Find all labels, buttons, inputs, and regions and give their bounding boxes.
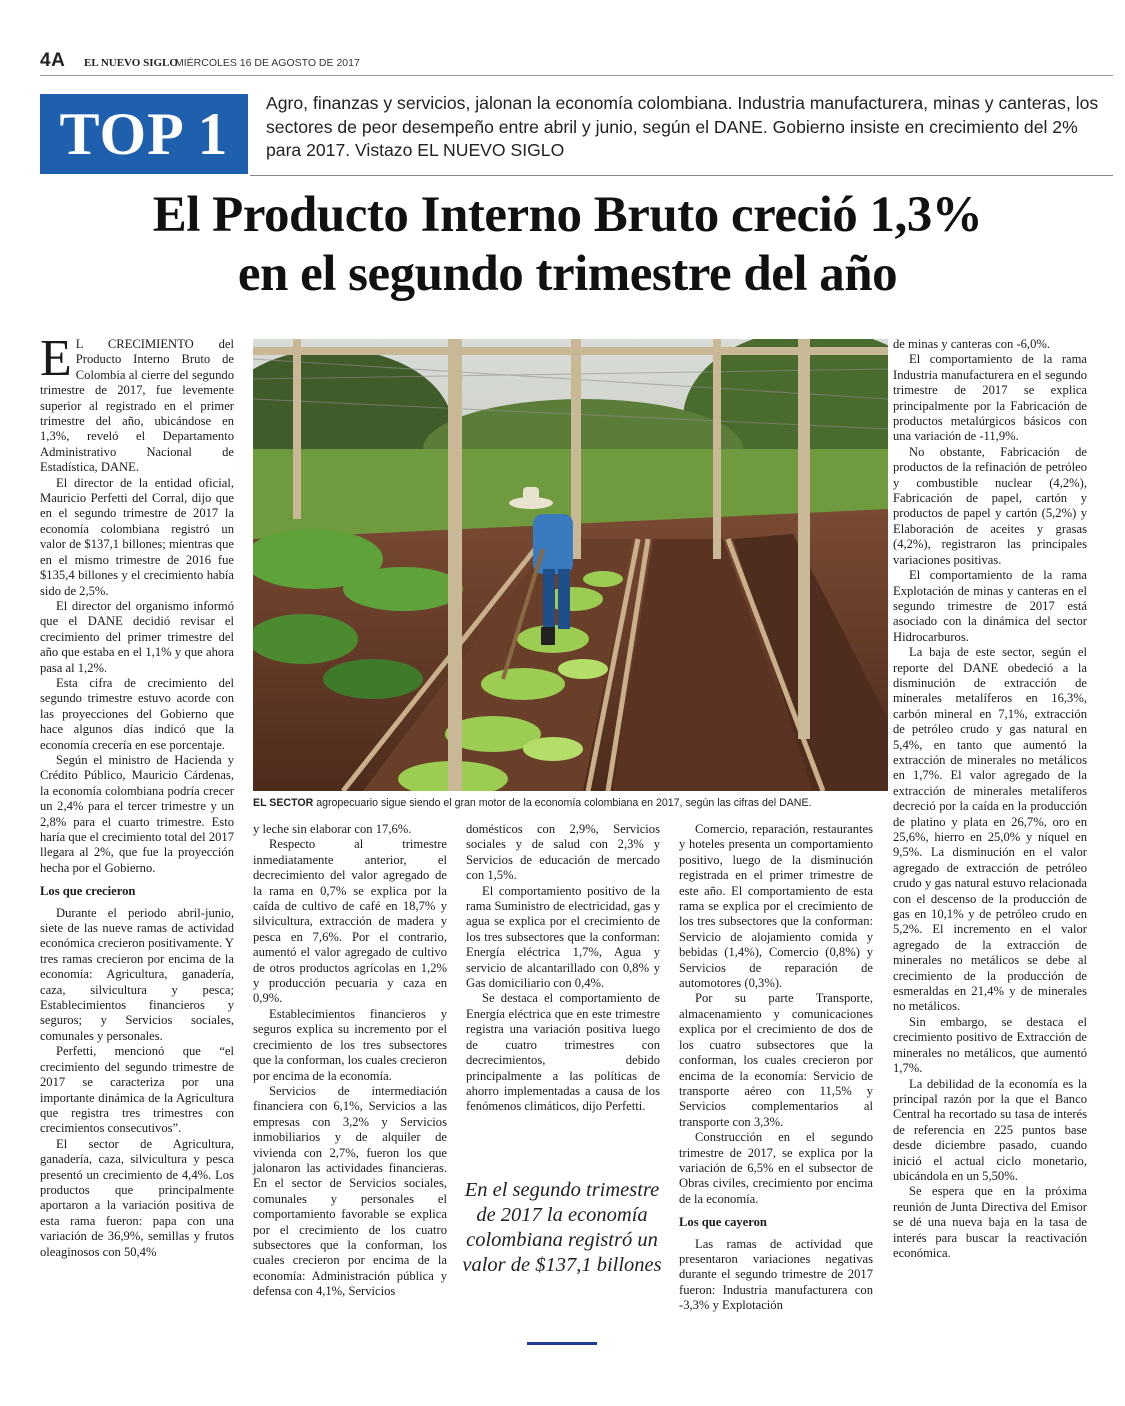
paragraph: Por su parte Transporte, almacenamiento y comunicaciones explica por el crecimiento de dos de los cuatro subsectores que la conforman, los cuales crecieron por encima de la economía: Servicio de transporte aéreo con 11,5% y Servicios complementarios al transporte con 3,3%.: [679, 991, 873, 1129]
subhead-cayeron: Los que cayeron: [679, 1215, 767, 1230]
paragraph: Respecto al trimestre inmediatamente anterior, el decrecimiento del valor agregado de la rama en 0,7% se explica por la caída de cultivo de café en 18,7% y silvicultura, extracción de madera y pesca en 7,6%. Por el contrario, aumentó el valor agregado de cultivo de otros productos agrícolas en 1,2% y producción pecuaria y caza en 0,9%.: [253, 837, 447, 1006]
paragraph: Perfetti, mencionó que “el crecimiento del segundo trimestre de 2017 se caracteriza por una importante dinámica de la Agricultura que registra tres trimestres con crecimientos consecutivos”.: [40, 1044, 234, 1136]
article-column-2: [253, 822, 447, 1300]
paragraph: domésticos con 2,9%, Servicios sociales y de salud con 2,3% y Servicios de educación de mercado con 1,5%.: [466, 822, 660, 883]
paragraph: El director del organismo informó que el DANE decidió revisar el crecimiento del primer trimestre del año que estaba en el 1,1% y que ahora pasa al 1,2%.: [40, 598, 234, 675]
paragraph: Según el ministro de Hacienda y Crédito Público, Mauricio Cárdenas, la economía colombiana podría crecer un 2,4% para el tercer trimestre y un 2,8% para el cuarto trimestre. Esto haría que el crecimiento total del 2017 llegara al 2%, que fue la proyección hecha por el Gobierno.: [40, 752, 234, 875]
paragraph: Construcción en el segundo trimestre de 2017, se explica por la variación de 6,5% en el subsector de Obras civiles, crecimiento por encima de la economía.: [679, 1130, 873, 1206]
newspaper-name: EL NUEVO SIGLO: [84, 57, 178, 69]
headline-line-2: en el segundo trimestre del año: [237, 246, 898, 302]
photo-caption: [253, 797, 888, 809]
pull-quote-rule: [527, 1342, 597, 1345]
paragraph: Durante el periodo abril-junio, siete de las nueve ramas de actividad económica crecieron positivamente. Y tres ramas crecieron por encima de la economía: Agricultura, ganadería, caza, silvicultura y pesca; Establecimientos financieros y seguros; y Servicios sociales, comunales y personales.: [40, 905, 234, 1043]
subhead-crecieron: Los que crecieron: [40, 884, 136, 899]
farm-photo-illustration: [253, 339, 888, 791]
paragraph: y leche sin elaborar con 17,6%.: [253, 822, 412, 836]
paragraph: L CRECIMIENTO del Producto Interno Bruto de Colombia al cierre del segundo trimestre de 2017, fue levemente superior al registrado en el primer trimestre del año, ubicándose en 1,3%, reveló el Departamento Administrativo Nacional de Estadística, DANE.: [40, 337, 234, 475]
paragraph: El comportamiento positivo de la rama Suministro de electricidad, gas y agua se explica por el crecimiento de los tres subsectores que la conforman: Energía eléctrica 1,7%, Agua y servicio de alcantarillado con 0,8% y Gas domiciliario con 0,4%.: [466, 883, 660, 991]
paragraph: El director de la entidad oficial, Mauricio Perfetti del Corral, dijo que en el segundo trimestre de 2017 la economía colombiana registró un valor de $137,1 billones; mientras que en el mismo trimestre de 2016 fue $135,4 billones y el crecimiento había sido de 2,5%.: [40, 475, 234, 598]
paragraph: El comportamiento de la rama Industria manufacturera en el segundo trimestre de 2017 se explica principalmente por la Fabricación de productos metalúrgicos básicos con una variación de -11,9%.: [893, 352, 1087, 444]
paragraph: Las ramas de actividad que presentaron variaciones negativas durante el segundo trimestre de 2017 fueron: Industria manufacturera con -3,3% y Explotación: [679, 1236, 873, 1313]
farm-photo: [253, 339, 888, 791]
top1-badge: TOP 1: [40, 94, 248, 174]
caption-text: agropecuario sigue siendo el gran motor de la economía colombiana en 2017, según las cifras del DANE.: [313, 797, 812, 809]
paragraph: La baja de este sector, según el reporte del DANE obedeció a la disminución de extracción de minerales metalíferos en 16,3%, carbón mineral en 7,1%, extracción de petróleo crudo y gas natural en 5,4%, en tanto que aumentó la extracción de minerales no metálicos en 1,7%. El valor agregado de la extracción de minerales metalíferos decreció por la caída en la producción de platino y plata en 26,7%, oro en 25,6%, hierro en 25,0% y níquel en 9,5%. La disminución en el valor agregado de extracción de petróleo crudo y gas natural estuvo relacionada con el descenso de la producción de gas en 10,1% y de petróleo crudo en 5,2%. El incremento en el valor agregado de la extracción de minerales no metálicos se debe al crecimiento de la producción de esmeraldas en 21,4% y de minerales no metálicos.: [893, 645, 1087, 1014]
paragraph: Comercio, reparación, restaurantes y hoteles presenta un comportamiento positivo, luego de la disminución registrada en el primer trimestre de este año. El comportamiento de esta rama se explica por el crecimiento de los tres subsectores que la conforman: Servicio de alojamiento comida y bebidas (1,4%), Comercio (0,8%) y Servicios de reparación de automotores (0,3%).: [679, 822, 873, 991]
header-rule: [40, 75, 1113, 76]
paragraph: El comportamiento de la rama Explotación de minas y canteras en el segundo trimestre de 2017 está asociado con la dinámica del sector Hidrocarburos.: [893, 568, 1087, 644]
caption-lead: EL SECTOR: [253, 797, 314, 809]
article-column-4: [679, 822, 873, 1314]
paragraph: Esta cifra de crecimiento del segundo trimestre estuvo acorde con las proyecciones del Gobierno que hace algunos días indicó que la economía crecería en ese porcentaje.: [40, 675, 234, 752]
drop-cap: E: [40, 330, 72, 387]
article-column-3: [466, 822, 660, 1115]
article-deck: Agro, finanzas y servicios, jalonan la economía colombiana. Industria manufacturera, minas y canteras, los sectores de peor desempeño entre abril y junio, según el DANE. Gobierno insiste en crecimiento del 2% para 2017. Vistazo EL NUEVO SIGLO: [266, 93, 1099, 160]
paragraph: Se espera que en la próxima reunión de Junta Directiva del Emisor se dé una nueva baja en la tasa de interés para buscar la reactivación económica.: [893, 1184, 1087, 1260]
pull-quote: En el segundo trimestre de 2017 la economía colombiana registró un valor de $137,1 billones: [462, 1179, 662, 1276]
deck-rule: [250, 175, 1113, 176]
paragraph: Servicios de intermediación financiera con 6,1%, Servicios a las empresas con 3,2% y Servicios inmobiliarios y de alquiler de vivienda con 2,7%, fueron los que jalonaron las actividades financieras. En el sector de Servicios sociales, comunales y personales el comportamiento favorable se explica por el crecimiento de los cuatro subsectores que la conforman, los cuales crecieron por encima de la economía: Administración pública y defensa con 4,1%, Servicios: [253, 1083, 447, 1299]
paragraph: El sector de Agricultura, ganadería, caza, silvicultura y pesca presentó un crecimiento de 4,4%. Los productos que principalmente aportaron a la variación positiva de esta rama fueron: papa con una variación de 36,9%, semillas y frutos oleaginosos con 50,4%: [40, 1136, 234, 1259]
paragraph: Se destaca el comportamiento de Energía eléctrica que en este trimestre registra una variación positiva luego de cuatro trimestres con decrecimientos, debido principalmente a las políticas de ahorro implementadas a causa de los fenómenos climáticos, dijo Perfetti.: [466, 991, 660, 1114]
article-column-1: [40, 330, 234, 1260]
headline-line-1: El Producto Interno Bruto creció 1,3%: [152, 187, 983, 243]
issue-date: MIÉRCOLES 16 DE AGOSTO DE 2017: [175, 57, 360, 69]
paragraph: La debilidad de la economía es la principal razón por la que el Banco Central ha recortado su tasa de interés de referencia en 225 puntos base desde diciembre pasado, cuando inició el actual ciclo monetario, ubicándola en un 5,50%.: [893, 1076, 1087, 1183]
paragraph: Sin embargo, se destaca el crecimiento positivo de Extracción de minerales no metálicos, que aumentó 1,7%.: [893, 1014, 1087, 1076]
headline: [30, 186, 1105, 304]
paragraph: de minas y canteras con -6,0%.: [893, 337, 1051, 351]
paragraph: Establecimientos financieros y seguros explica su incremento por el crecimiento de los tres subsectores que la conforman, los cuales crecieron por encima de la economía.: [253, 1006, 447, 1083]
page-number: 4A: [40, 50, 66, 71]
paragraph: No obstante, Fabricación de productos de la refinación de petróleo y combustible nuclear (4,2%), Fabricación de papel, cartón y productos de papel y cartón (5,2%) y Elaboración de aceites y grasas (4,2%), registraron las principales variaciones positivas.: [893, 444, 1087, 567]
article-column-5: [893, 337, 1087, 1261]
